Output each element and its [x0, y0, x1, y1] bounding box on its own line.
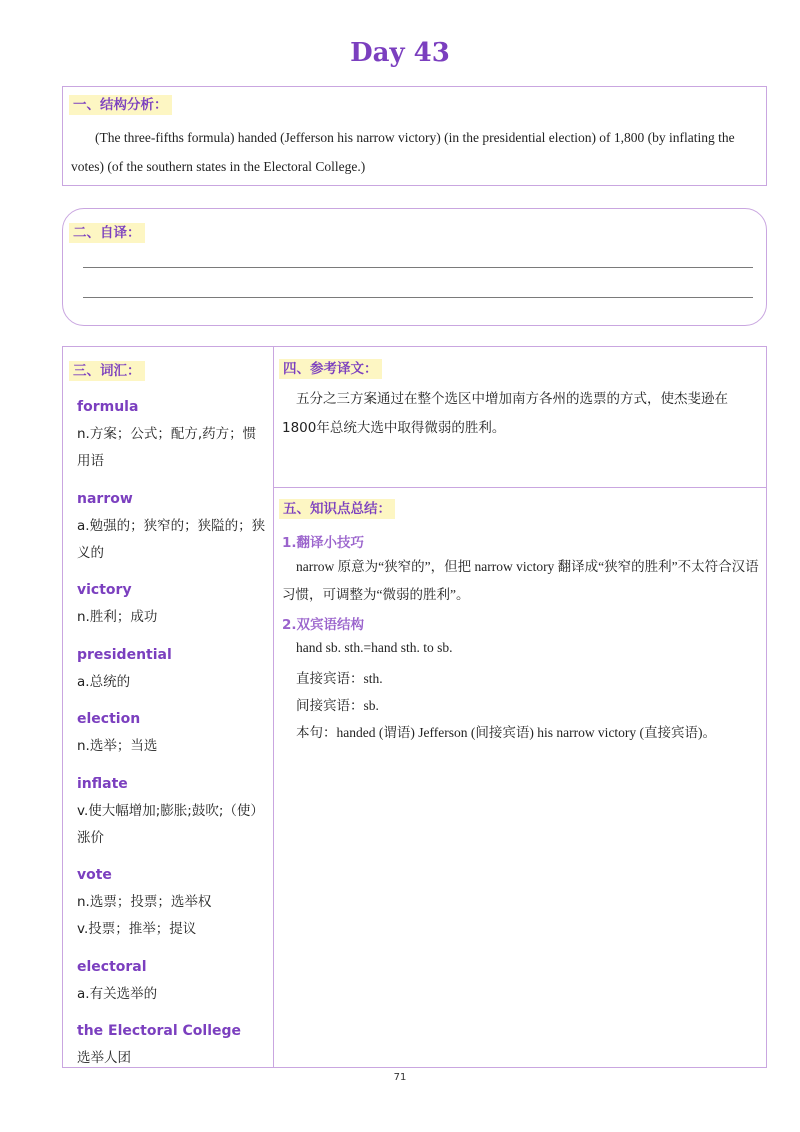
- writing-line-1[interactable]: [83, 267, 753, 268]
- summary-text-1: narrow 原意为“狭窄的”，但把 narrow victory 翻译成“狭窄的胜利”不太符合汉语习惯，可调整为“微弱的胜利”。: [282, 559, 759, 602]
- vocab-def-presidential: a.总统的: [77, 674, 131, 690]
- row-divider: [273, 487, 766, 488]
- structure-analysis-box: [62, 86, 767, 186]
- self-translation-box: [62, 208, 767, 326]
- vocab-def-electoral: a.有关选举的: [77, 986, 158, 1002]
- summary-line-3: 间接宾语：sb.: [296, 698, 379, 713]
- vocab-word-election: election: [77, 711, 141, 727]
- knowledge-summary-heading: 五、知识点总结：: [279, 499, 395, 519]
- structure-analysis-heading: 一、结构分析：: [69, 95, 172, 115]
- vocab-def-formula: n.方案；公式；配方,药方；惯用语: [77, 426, 257, 469]
- summary-line-1: hand sb. sth.=hand sth. to sb.: [296, 640, 453, 655]
- vocab-and-notes-box: [62, 346, 767, 1068]
- structure-analysis-text: (The three-fifths formula) handed (Jefferson his narrow victory) (in the presidential election) of 1,800 (by inflating the votes) (of the southern states in the Electoral College.): [71, 130, 735, 174]
- vocab-def-election: n.选举；当选: [77, 738, 158, 754]
- vocab-word-formula: formula: [77, 399, 139, 415]
- vocab-def-inflate: v.使大幅增加;膨胀;鼓吹;（使）涨价: [77, 803, 264, 846]
- summary-subheading-2: 2.双宾语结构: [282, 617, 365, 633]
- page-number: 71: [393, 1072, 407, 1083]
- vocabulary-heading: 三、词汇：: [69, 361, 145, 381]
- vocab-def-vote-verb: v.投票；推举；提议: [77, 921, 197, 937]
- vocab-def-victory: n.胜利；成功: [77, 609, 158, 625]
- page-title: Day 43: [350, 38, 450, 68]
- self-translation-heading: 二、自译：: [69, 223, 145, 243]
- vocab-def-vote-noun: n.选票；投票；选举权: [77, 894, 212, 910]
- column-divider: [273, 347, 274, 1067]
- reference-translation-text: 五分之三方案通过在整个选区中增加南方各州的选票的方式，使杰斐逊在1800年总统大选中取得微弱的胜利。: [282, 391, 728, 436]
- vocab-word-electoral: electoral: [77, 959, 147, 975]
- reference-translation-heading: 四、参考译文：: [279, 359, 382, 379]
- vocab-word-vote: vote: [77, 867, 112, 883]
- vocab-word-victory: victory: [77, 582, 132, 598]
- vocab-word-narrow: narrow: [77, 491, 133, 507]
- summary-line-4: 本句：handed (谓语) Jefferson (间接宾语) his narrow victory (直接宾语)。: [296, 725, 717, 740]
- summary-subheading-1: 1.翻译小技巧: [282, 535, 365, 551]
- vocab-word-electoral-college: the Electoral College: [77, 1023, 242, 1039]
- writing-line-2[interactable]: [83, 297, 753, 298]
- vocab-word-inflate: inflate: [77, 776, 128, 792]
- summary-line-2: 直接宾语：sth.: [296, 671, 383, 686]
- vocab-def-narrow: a.勉强的；狭窄的；狭隘的；狭义的: [77, 518, 266, 561]
- vocab-word-presidential: presidential: [77, 647, 172, 663]
- vocab-def-electoral-college: 选举人团: [77, 1050, 131, 1066]
